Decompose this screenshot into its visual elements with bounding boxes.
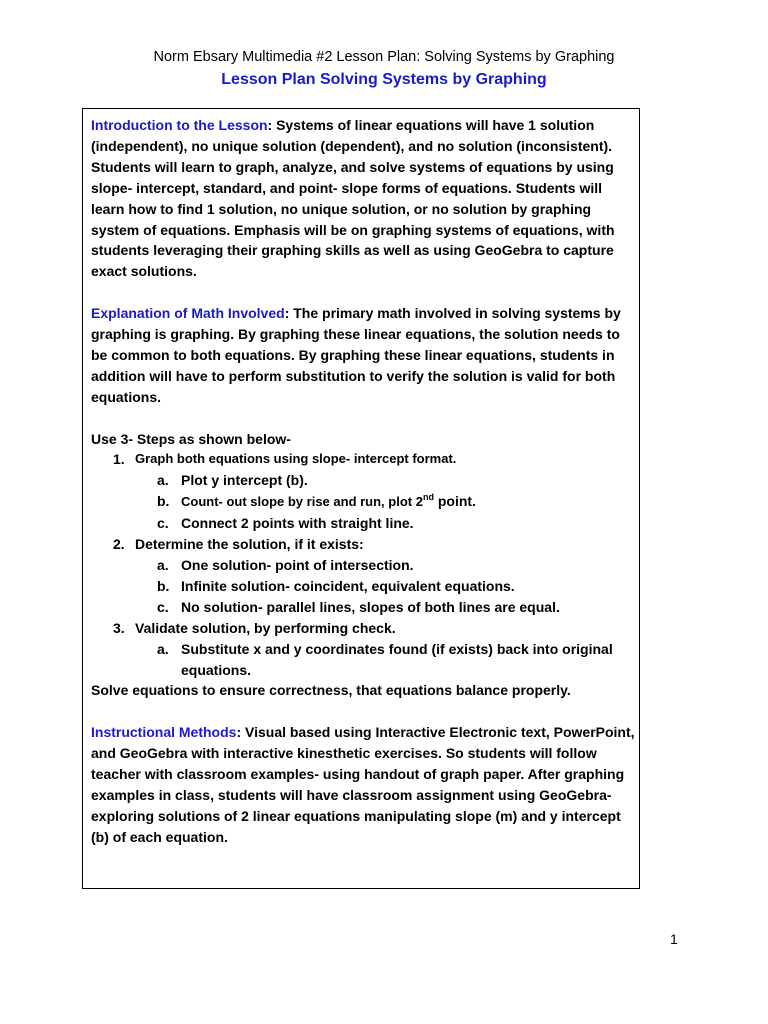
spacer — [91, 282, 636, 303]
methods-label: Instructional Methods — [91, 724, 237, 741]
substep-item — [91, 639, 636, 681]
step-item — [91, 534, 636, 555]
substep-text: No solution- parallel lines, slopes of both lines are equal. — [181, 598, 560, 615]
substep-letter: b. — [157, 493, 170, 510]
math-label: Explanation of Math Involved — [91, 305, 285, 322]
math-text: : The primary math involved in solving systems by graphing is graphing. By graphing these linear equations, the solution needs to be common to both equations. By graphing these linear equations, students in addition will have to perform substitution to verify the solution is valid for both equations. — [91, 305, 621, 405]
math-paragraph — [91, 303, 636, 408]
intro-label: Introduction to the Lesson — [91, 117, 268, 133]
substep-item — [91, 576, 636, 597]
substep-item — [91, 555, 636, 576]
substep-letter: a. — [157, 472, 169, 489]
substep-item — [91, 597, 636, 618]
step-number: 1. — [113, 451, 125, 468]
substep-item — [91, 491, 636, 513]
intro-text: : Systems of linear equations will have 1 solution (independent), no unique solution (dependent), and no solution (inconsistent). Students will learn to graph, analyze, and solve systems of equations by using slope- intercept, standard, and point- slope forms of equations. Students will learn how to find 1 solution, no unique solution, or no solution by graphing system of equations. Emphasis will be on graphing systems of equations, with students leveraging their graphing skills as well as using GeoGebra to capture exact solutions. — [91, 117, 615, 280]
substep-item — [91, 513, 636, 534]
step-text: Determine the solution, if it exists: — [135, 536, 364, 553]
substep-text: Infinite solution- coincident, equivalent equations. — [181, 577, 515, 594]
substep-text: Substitute x and y coordinates found (if exists) back into original equations. — [181, 640, 613, 678]
superscript: nd — [422, 492, 434, 503]
intro-paragraph — [91, 115, 636, 282]
step-item — [91, 618, 636, 639]
spacer — [91, 701, 636, 722]
substep-letter: c. — [157, 515, 169, 532]
substep-text: Count- out slope by rise and run, plot 2nd point. — [181, 492, 476, 510]
substep-letter: c. — [157, 598, 169, 615]
lesson-plan-content — [91, 115, 636, 848]
substep-letter: b. — [157, 577, 170, 594]
page-header: Norm Ebsary Multimedia #2 Lesson Plan: Solving Systems by Graphing — [153, 49, 615, 65]
steps-intro: Use 3- Steps as shown below- — [91, 430, 291, 447]
step-text: Validate solution, by performing check. — [135, 619, 396, 636]
step-number: 2. — [113, 536, 125, 553]
step-number: 3. — [113, 619, 125, 636]
substep-text: One solution- point of intersection. — [181, 557, 414, 573]
substep-letter: a. — [157, 557, 169, 573]
document-title: Lesson Plan Solving Systems by Graphing — [221, 71, 547, 88]
page-number: 1 — [670, 931, 678, 947]
steps-closing: Solve equations to ensure correctness, that equations balance properly. — [91, 682, 571, 699]
substep-item — [91, 470, 636, 491]
step-item — [91, 449, 636, 470]
step-text: Graph both equations using slope- intercept format. — [135, 451, 457, 467]
substep-text: Plot y intercept (b). — [181, 472, 308, 489]
substep-letter: a. — [157, 640, 169, 657]
spacer — [91, 408, 636, 429]
methods-text: : Visual based using Interactive Electronic text, PowerPoint, and GeoGebra with interactive kinesthetic exercises. So students will follow teacher with classroom examples- using handout of graph paper. After graphing examples in class, students will have classroom assignment using GeoGebra- exploring solutions of 2 linear equations manipulating slope (m) and y intercept (b) of each equation. — [91, 724, 635, 845]
substep-text: Connect 2 points with straight line. — [181, 515, 414, 532]
methods-paragraph — [91, 722, 636, 847]
